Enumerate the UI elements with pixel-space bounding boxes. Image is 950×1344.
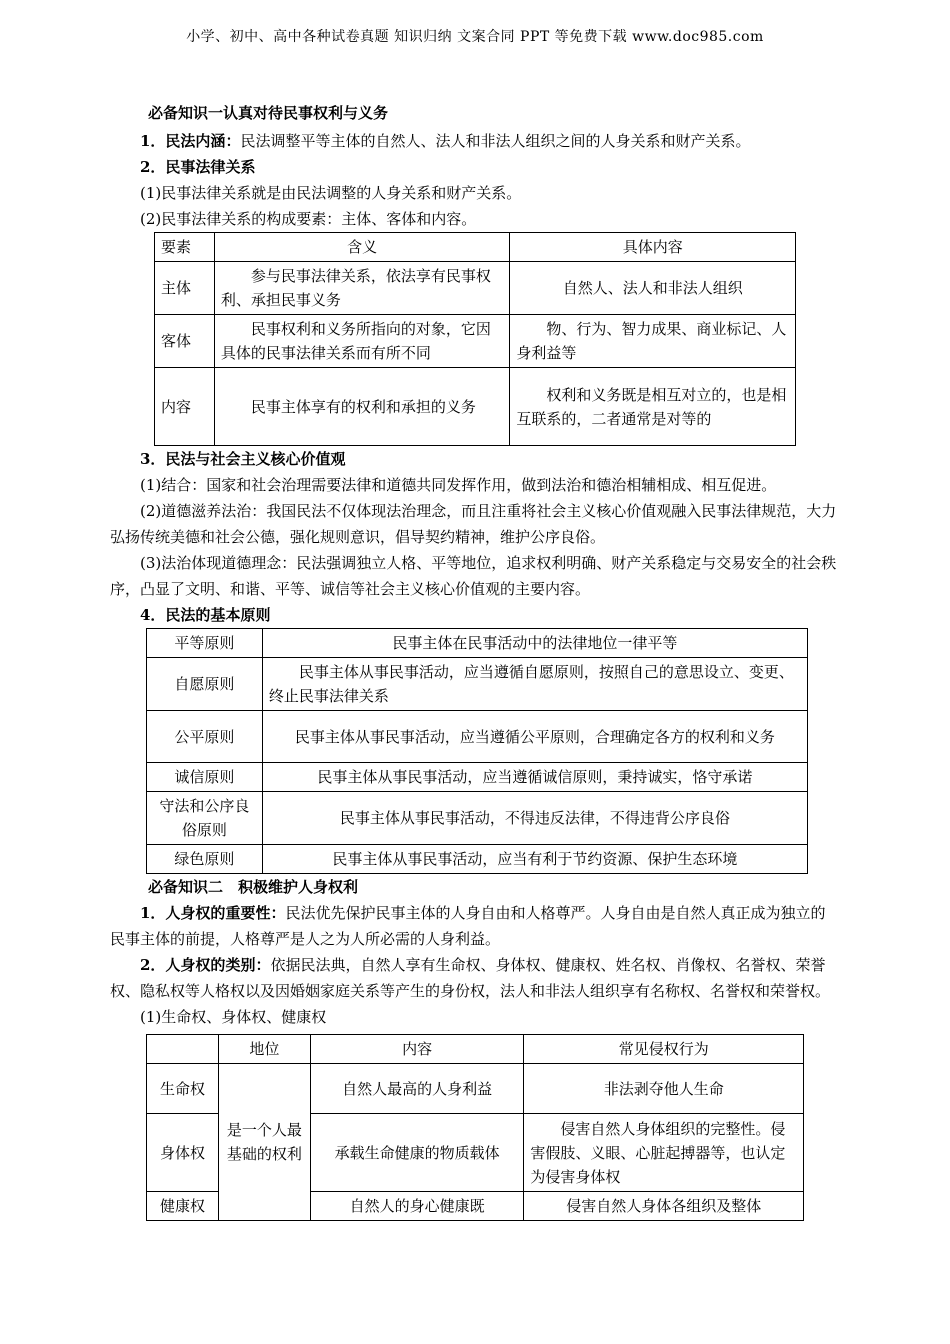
elements-table: [154, 232, 796, 446]
subheading: 3．民法与社会主义核心价值观: [140, 450, 346, 468]
table-header-cell: [147, 1035, 219, 1064]
table-cell: 民事主体在民事活动中的法律地位一律平等: [262, 629, 807, 658]
table-cell: 自然人的身心健康既: [310, 1192, 524, 1221]
table-cell: 侵害自然人身体组织的完整性。侵害假肢、义眼、心脏起搏器等，也认定为侵害身体权: [524, 1114, 804, 1192]
subheading: 2．民事法律关系: [140, 158, 256, 176]
table-header-cell: 常见侵权行为: [524, 1035, 804, 1064]
table-header-cell: 内容: [310, 1035, 524, 1064]
table-header-cell: 要素: [155, 233, 215, 262]
table-cell: 民事主体从事民事活动，应当有利于节约资源、保护生态环境: [262, 845, 807, 874]
table-cell: 平等原则: [147, 629, 263, 658]
table-cell: 权利和义务既是相互对立的，也是相互联系的，二者通常是对等的: [510, 368, 796, 446]
table-cell: 诚信原则: [147, 763, 263, 792]
table-row: [147, 792, 808, 845]
paragraph-label: 1．人身权的重要性：: [140, 904, 286, 922]
paragraph: [110, 900, 840, 952]
paragraph: (3)法治体现道德理念：民法强调独立人格、平等地位，追求权利明确、财产关系稳定与交易安全的社会秩序，凸显了文明、和谐、平等、诚信等社会主义核心价值观的主要内容。: [110, 554, 837, 598]
section-title-2: 必备知识二 积极维护人身权利: [148, 878, 359, 896]
paragraph-label: 1．民法内涵：: [140, 132, 241, 150]
table-cell: 非法剥夺他人生命: [524, 1064, 804, 1114]
table-cell: 物、行为、智力成果、商业标记、人身利益等: [510, 315, 796, 368]
document-body: [110, 100, 840, 1221]
subheading: 4．民法的基本原则: [140, 606, 271, 624]
table-cell: 健康权: [147, 1192, 219, 1221]
table-cell: 民事权利和义务所指向的对象，它因具体的民事法律关系而有所不同: [214, 315, 510, 368]
personal-rights-table: [146, 1034, 804, 1221]
table-cell: 公平原则: [147, 711, 263, 763]
table-row: [147, 711, 808, 763]
table-cell-status: 是一个人最基础的权利: [218, 1064, 310, 1221]
table-cell: 自愿原则: [147, 658, 263, 711]
table-row: [155, 262, 796, 315]
paragraph: (1)结合：国家和社会治理需要法律和道德共同发挥作用，做到法治和德治相辅相成、相互促进。: [140, 476, 777, 494]
table-cell: 民事主体从事民事活动，应当遵循诚信原则，秉持诚实，恪守承诺: [262, 763, 807, 792]
table-header-row: [147, 1035, 804, 1064]
table-cell: 民事主体从事民事活动，应当遵循公平原则，合理确定各方的权利和义务: [262, 711, 807, 763]
table-header-row: [155, 233, 796, 262]
table-cell: 自然人、法人和非法人组织: [510, 262, 796, 315]
paragraph: (1)民事法律关系就是由民法调整的人身关系和财产关系。: [140, 184, 522, 202]
paragraph: (2)道德滋养法治：我国民法不仅体现法治理念，而且注重将社会主义核心价值观融入民事法律规范，大力弘扬传统美德和社会公德，强化规则意识，倡导契约精神，维护公序良俗。: [110, 502, 837, 546]
table-row: [155, 368, 796, 446]
paragraph: (2)民事法律关系的构成要素：主体、客体和内容。: [140, 210, 477, 228]
table-cell: 民事主体享有的权利和承担的义务: [214, 368, 510, 446]
table-cell: 侵害自然人身体各组织及整体: [524, 1192, 804, 1221]
table-row: [155, 315, 796, 368]
table-cell: 绿色原则: [147, 845, 263, 874]
table-cell: 身体权: [147, 1114, 219, 1192]
table-row: [147, 763, 808, 792]
paragraph-text: 依据民法典，自然人享有生命权、身体权、健康权、姓名权、肖像权、名誉权、荣誉权、隐私权等人格权以及因婚姻家庭关系等产生的身份权，法人和非法人组织享有名称权、名誉权和荣誉权。: [110, 956, 831, 1000]
table-cell: 客体: [155, 315, 215, 368]
table-row: [147, 1064, 804, 1114]
table-cell: 参与民事法律关系，依法享有民事权利、承担民事义务: [214, 262, 510, 315]
paragraph-text: 民法优先保护民事主体的人身自由和人格尊严。人身自由是自然人真正成为独立的民事主体的前提，人格尊严是人之为人所必需的人身利益。: [110, 904, 826, 948]
table-header-cell: 含义: [214, 233, 510, 262]
table-header-cell: 地位: [218, 1035, 310, 1064]
table-cell: 民事主体从事民事活动，应当遵循自愿原则，按照自己的意思设立、变更、终止民事法律关系: [262, 658, 807, 711]
table-row: [147, 658, 808, 711]
paragraph: (1)生命权、身体权、健康权: [140, 1008, 327, 1026]
table-cell: 生命权: [147, 1064, 219, 1114]
paragraph: [110, 952, 840, 1004]
table-header-cell: 具体内容: [510, 233, 796, 262]
principles-table: [146, 628, 808, 874]
table-row: [147, 629, 808, 658]
paragraph-text: 民法调整平等主体的自然人、法人和非法人组织之间的人身关系和财产关系。: [240, 132, 751, 150]
table-row: [147, 845, 808, 874]
table-cell: 自然人最高的人身利益: [310, 1064, 524, 1114]
page-header: 小学、初中、高中各种试卷真题 知识归纳 文案合同 PPT 等免费下载 www.doc985.com: [186, 29, 764, 45]
table-cell: 民事主体从事民事活动，不得违反法律，不得违背公序良俗: [262, 792, 807, 845]
table-cell: 主体: [155, 262, 215, 315]
table-cell: 内容: [155, 368, 215, 446]
table-cell: 守法和公序良俗原则: [147, 792, 263, 845]
paragraph-label: 2．人身权的类别：: [140, 956, 271, 974]
section-title-1: 必备知识一认真对待民事权利与义务: [148, 104, 389, 122]
table-cell: 承载生命健康的物质载体: [310, 1114, 524, 1192]
paragraph: [110, 128, 840, 154]
